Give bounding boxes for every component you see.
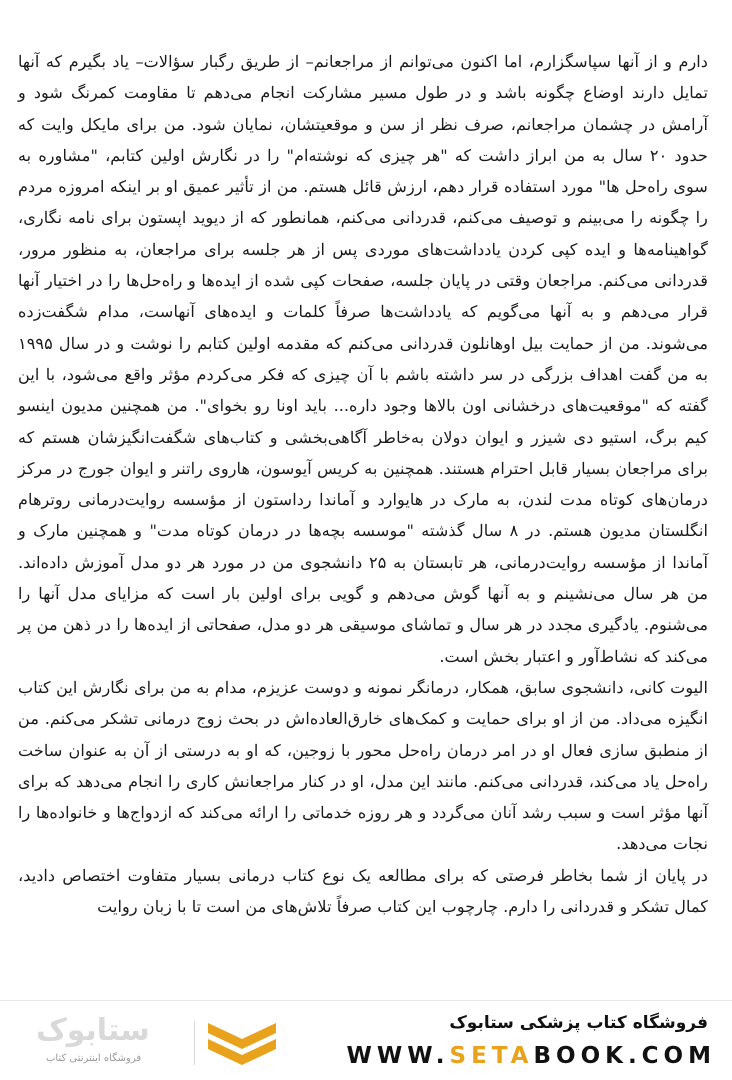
chevron-logo-icon	[204, 1019, 280, 1069]
url-brand: SETA	[449, 1043, 534, 1069]
logo-wordmark: ستابوک	[36, 1013, 150, 1048]
store-url[interactable]	[347, 1043, 716, 1069]
url-prefix: WWW.	[346, 1043, 450, 1069]
logo-tagline: فروشگاه اینترنتی کتاب	[46, 1053, 142, 1064]
watermark-footer	[0, 1000, 732, 1080]
url-suffix: BOOK.COM	[533, 1043, 716, 1069]
setabook-logo[interactable]	[28, 1007, 288, 1075]
body-text	[18, 46, 708, 922]
bottom-fade	[0, 940, 732, 1000]
paragraph-acknowledgements: دارم و از آنها سپاسگزارم، اما اکنون می‌توانم از مراجعانم– از طریق رگبار سؤالات– یاد بگیرم که آنها تمایل دارند اوضاع چگونه باشد و در طول مسیر مشارکت انجام می‌دهم تا مقاومت کمرنگ شود و آرامش در چشمان مراجعانم، صرف نظر از سن و موقعیتشان، نمایان شود. من برای مایکل وایت که حدود ۲۰ سال به من ابراز داشت که "هر چیزی که نوشته‌ام" را در نگارش اولین کتابم، "مشاوره به سوی راه‌حل ها" مورد استفاده قرار دهم، ارزش قائل هستم. من از تأثیر عمیق او بر اینکه امروزه مردم را چگونه را می‌بینم و توصیف می‌کنم، قدردانی می‌کنم، همانطور که از دیوید اپستون برای نامه نگاری، گواهینامه‌ها و ایده کپی کردن یادداشت‌های موردی پس از هر جلسه برای مراجعان، به منظور مرور، قدردانی می‌کنم. مراجعان وقتی در پایان جلسه، صفحات کپی شده از ایده‌ها و راه‌حل‌ها را در اختیار آنها قرار می‌دهم و به آنها می‌گویم که یادداشت‌ها صرفاً کلمات و ایده‌های آنهاست، مدام شگفت‌زده می‌شوند. من از حمایت بیل اوهانلون قدردانی می‌کنم که مقدمه اولین کتابم را نوشت و در سال ۱۹۹۵ به من گفت اهداف بزرگی در سر داشته باشم با آن چیزی که فکر می‌کردم مؤثر واقع می‌شود، با این گفته که "موقعیت‌های درخشانی اون بالاها وجود داره... باید اونا رو بخوای". من همچنین مدیون اینسو کیم برگ، استیو دی شیزر و ایوان دولان به‌خاطر آگاهی‌بخشی و کتاب‌های شگفت‌انگیزشان هستم که برای مراجعان بسیار قابل احترام هستند. همچنین به کریس آیوسون، هاروی راتنر و ایوان جورج در مرکز درمان‌های کوتاه مدت لندن، به مارک در هایوارد و آماندا رداستون از مؤسسه روایت‌درمانی روترهام انگلستان مدیون هستم. در ۸ سال گذشته "موسسه بچه‌ها در درمان کوتاه مدت" و همچنین مارک و آماندا از مؤسسه روایت‌درمانی، هر تابستان به ۲۵ دانشجوی من در مورد هر دو مدل آموزش داده‌اند. من هر سال می‌نشینم و به آنها گوش می‌دهم و گویی برای اولین بار است که مزایای مدل آنها را می‌شنوم. یادگیری مجدد در هر سال و تماشای موسیقی هر دو مدل، صفحاتی از ایده‌ها را در ذهن من پر می‌کند که نشاط‌آور و اعتبار بخش است.	[18, 52, 708, 666]
logo-divider	[194, 1021, 195, 1065]
paragraph-elliott-connie: الیوت کانی، دانشجوی سابق، همکار، درمانگر نمونه و دوست عزیزم، مدام به من برای نگارش این کتاب انگیزه می‌داد. من از او برای حمایت و کمک‌های خارق‌العاده‌اش در بحث زوج درمانی تشکر می‌کنم. من از منطبق سازی فعال او در امر درمان راه‌حل محور با زوجین، که او به درستی از آن به عنوان ساخت راه‌حل یاد می‌کند، قدردانی می‌کنم. مانند این مدل، او در کنار مراجعانش کاری را انجام می‌دهد که برای آنها مؤثر است و سبب رشد آنان می‌گردد و هر روزه خدماتی را ارائه می‌کند که ازدواج‌ها و خانواده‌ها را نجات می‌دهد.	[18, 677, 708, 854]
store-name: فروشگاه کتاب پزشکی ستابوک	[449, 1013, 708, 1033]
paragraph-closing: در پایان از شما بخاطر فرصتی که برای مطالعه یک نوع کتاب درمانی بسیار متفاوت اختصاص دادید، کمال تشکر و قدردانی را دارم. چارچوب این کتاب صرفاً تلاش‌های من است تا با زبان روایت	[18, 865, 708, 917]
